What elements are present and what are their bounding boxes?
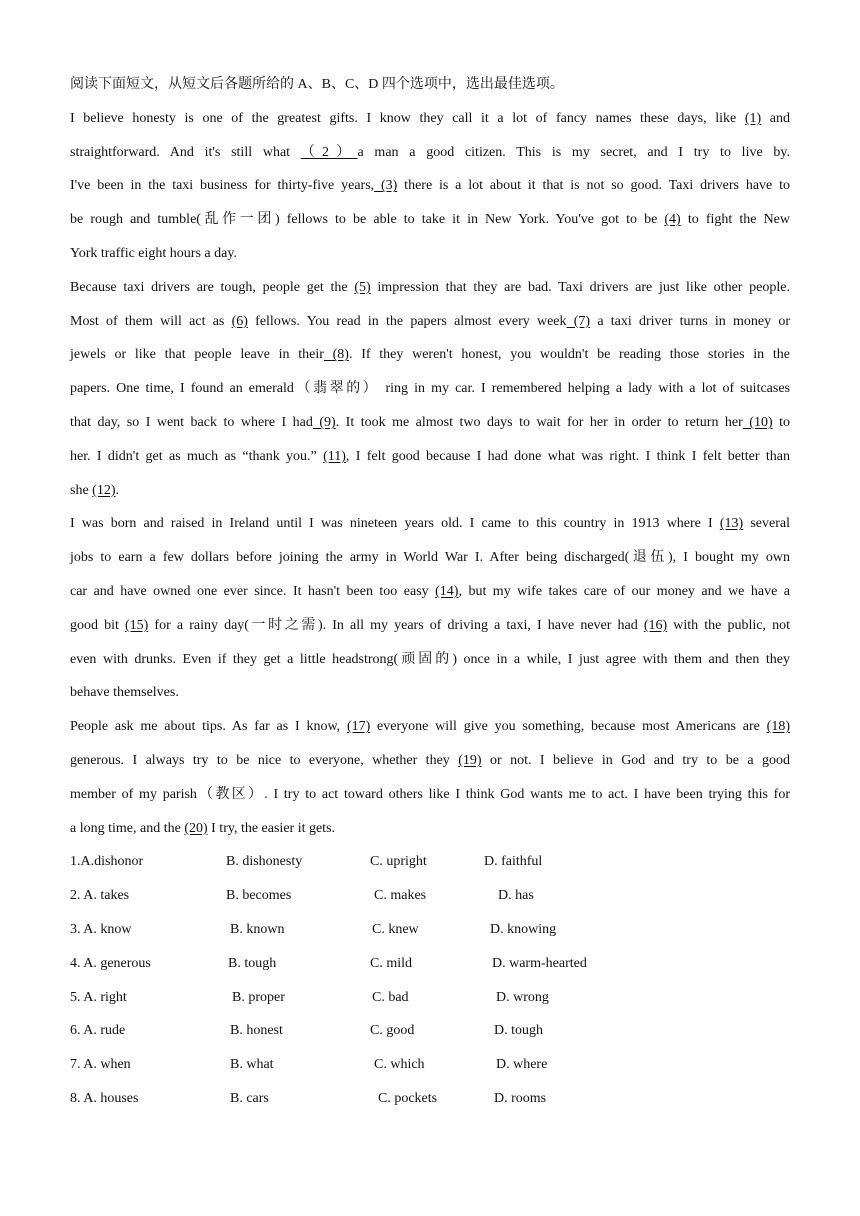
question-option-c: C. good	[370, 1023, 415, 1039]
passage-text: be rough and tumble(乱作一团) fellows to be able to take it in New York. You've got to be	[70, 212, 665, 228]
passage-text: Because taxi drivers are tough, people get the	[70, 279, 355, 295]
passage-line	[70, 406, 790, 440]
passage-text: People ask me about tips. As far as I know,	[70, 719, 347, 735]
question-option-b: B. cars	[230, 1090, 269, 1106]
passage-text: member of my parish（教区）. I try to act toward others like I think God wants me to act. I have been trying this for	[70, 786, 790, 802]
blank-number: (11)	[323, 448, 346, 464]
question-option-d: D. wrong	[496, 989, 549, 1005]
question-option-a: 7. A. when	[70, 1057, 131, 1073]
question-option-b: B. dishonesty	[226, 854, 303, 870]
question-row	[70, 1048, 790, 1082]
question-option-c: C. upright	[370, 854, 427, 870]
passage-text: impression that they are bad. Taxi drivers are just like other people.	[370, 279, 790, 295]
blank-number: (10)	[742, 414, 773, 430]
passage-line	[70, 474, 790, 508]
blank-number: (5)	[354, 279, 371, 295]
passage-text: papers. One time, I found an emerald（翡翠的） ring in my car. I remembered helping a lady with a lot of suitcases	[70, 381, 790, 397]
passage-line	[70, 305, 790, 339]
blank-number: (16)	[643, 617, 668, 633]
blank-number: (17)	[346, 719, 371, 735]
passage-text: , but my wife takes care of our money and we have a	[458, 583, 790, 599]
question-option-c: C. which	[374, 1057, 425, 1073]
passage-text: a long time, and the	[70, 820, 185, 836]
passage-line	[70, 440, 790, 474]
blank-number: (12)	[92, 482, 116, 498]
passage-text: that day, so I went back to where I had	[70, 414, 313, 430]
passage-text: everyone will give you something, because most Americans are	[370, 719, 767, 735]
question-option-b: B. tough	[228, 955, 277, 971]
question-option-c: C. pockets	[378, 1090, 438, 1106]
question-option-d: D. knowing	[490, 921, 557, 937]
blank-number: （2）	[300, 144, 358, 160]
question-option-d: D. faithful	[484, 854, 543, 870]
blank-number: (13)	[719, 516, 744, 532]
blank-number: (15)	[125, 617, 149, 633]
document-page	[70, 68, 790, 1116]
passage-text: and	[761, 110, 790, 126]
passage-text: jewels or like that people leave in their	[70, 347, 324, 363]
passage-line	[70, 710, 790, 744]
blank-number: (7)	[566, 313, 591, 329]
blank-number: (19)	[458, 752, 482, 768]
passage-text: . It took me almost two days to wait for her in order to return her	[335, 414, 743, 430]
passage-line	[70, 136, 790, 170]
passage-text: with the public, not	[667, 617, 790, 633]
passage-text: she	[70, 482, 93, 498]
passage-line	[70, 643, 790, 677]
question-option-d: D. tough	[494, 1023, 543, 1039]
passage-text: for a rainy day(一时之需). In all my years of driving a taxi, I have never had	[148, 617, 644, 633]
question-option-a: 4. A. generous	[70, 955, 151, 971]
blank-number: (1)	[744, 110, 762, 126]
passage-line	[70, 744, 790, 778]
passage-line	[70, 575, 790, 609]
blank-number: (8)	[323, 347, 349, 363]
question-row	[70, 947, 790, 981]
question-row	[70, 913, 790, 947]
blank-number: (18)	[766, 719, 790, 735]
passage-text: there is a lot about it that is not so good. Taxi drivers have to	[397, 178, 790, 194]
question-option-c: C. knew	[372, 921, 419, 937]
question-option-b: B. what	[230, 1057, 274, 1073]
passage-text: several	[743, 516, 790, 532]
passage-text: jobs to earn a few dollars before joining the army in World War I. After being discharged(退伍), I bought my own	[70, 550, 790, 566]
passage-text: I've been in the taxi business for thirty-five years,	[70, 178, 375, 194]
question-option-c: C. mild	[370, 955, 413, 971]
question-row	[70, 879, 790, 913]
passage-line	[70, 541, 790, 575]
passage	[70, 102, 790, 846]
passage-line	[70, 338, 790, 372]
question-row	[70, 1014, 790, 1048]
question-option-a: 8. A. houses	[70, 1090, 139, 1106]
passage-line	[70, 271, 790, 305]
question-option-c: C. makes	[374, 888, 427, 904]
passage-text: even with drunks. Even if they get a little headstrong(顽固的) once in a while, I just agree with them and then they	[70, 651, 790, 667]
passage-text: to fight the New	[680, 212, 791, 228]
passage-text: a man a good citizen. This is my secret, and I try to live by.	[357, 144, 790, 160]
passage-line	[70, 812, 790, 846]
question-option-c: C. bad	[372, 989, 409, 1005]
passage-text: York traffic eight hours a day.	[70, 245, 237, 261]
passage-text: . If they weren't honest, you wouldn't be reading those stories in the	[348, 347, 791, 363]
question-option-b: B. honest	[230, 1023, 283, 1039]
question-option-a: 6. A. rude	[70, 1023, 126, 1039]
passage-line	[70, 778, 790, 812]
blank-number: (9)	[312, 414, 336, 430]
blank-number: (4)	[664, 212, 681, 228]
passage-text: I believe honesty is one of the greatest gifts. I know they call it a lot of fancy names these days, like	[70, 110, 745, 126]
passage-text: fellows. You read in the papers almost every week	[247, 313, 567, 329]
blank-number: (20)	[184, 820, 208, 836]
question-option-d: D. rooms	[494, 1090, 547, 1106]
instructions: 阅读下面短文，从短文后各题所给的 A、B、C、D 四个选项中，选出最佳选项。	[70, 77, 564, 92]
passage-text: good bit	[70, 617, 125, 633]
passage-text: behave themselves.	[70, 685, 179, 701]
passage-text: her. I didn't get as much as “thank you.”	[70, 448, 324, 464]
passage-line	[70, 372, 790, 406]
question-option-b: B. becomes	[226, 888, 292, 904]
question-option-a: 1.A.dishonor	[70, 854, 144, 870]
question-row	[70, 1082, 790, 1116]
passage-text: Most of them will act as	[70, 313, 232, 329]
passage-text: to	[772, 414, 790, 430]
passage-line	[70, 676, 790, 710]
passage-text: .	[115, 482, 119, 498]
question-option-a: 2. A. takes	[70, 888, 130, 904]
blank-number: (3)	[374, 178, 398, 194]
passage-line	[70, 203, 790, 237]
question-row	[70, 981, 790, 1015]
passage-text: a taxi driver turns in money or	[590, 313, 791, 329]
question-list	[70, 845, 790, 1115]
passage-text: car and have owned one ever since. It hasn't been too easy	[70, 583, 436, 599]
question-option-b: B. proper	[232, 989, 285, 1005]
passage-text: , I felt good because I had done what was right. I think I felt better than	[345, 448, 790, 464]
passage-line	[70, 609, 790, 643]
passage-text: or not. I believe in God and try to be a good	[481, 752, 791, 768]
blank-number: (6)	[231, 313, 248, 329]
question-option-d: D. warm-hearted	[492, 955, 587, 971]
question-option-d: D. where	[496, 1057, 548, 1073]
passage-line	[70, 169, 790, 203]
passage-text: generous. I always try to be nice to everyone, whether they	[70, 752, 459, 768]
passage-line	[70, 102, 790, 136]
passage-line	[70, 237, 790, 271]
passage-line	[70, 507, 790, 541]
passage-text: I try, the easier it gets.	[207, 820, 336, 836]
question-option-b: B. known	[230, 921, 285, 937]
blank-number: (14)	[435, 583, 459, 599]
question-option-d: D. has	[498, 888, 534, 904]
question-option-a: 5. A. right	[70, 989, 127, 1005]
passage-text: I was born and raised in Ireland until I was nineteen years old. I came to this country in 1913 where I	[70, 516, 720, 532]
question-row	[70, 845, 790, 879]
passage-text: straightforward. And it's still what	[70, 144, 301, 160]
question-option-a: 3. A. know	[70, 921, 132, 937]
